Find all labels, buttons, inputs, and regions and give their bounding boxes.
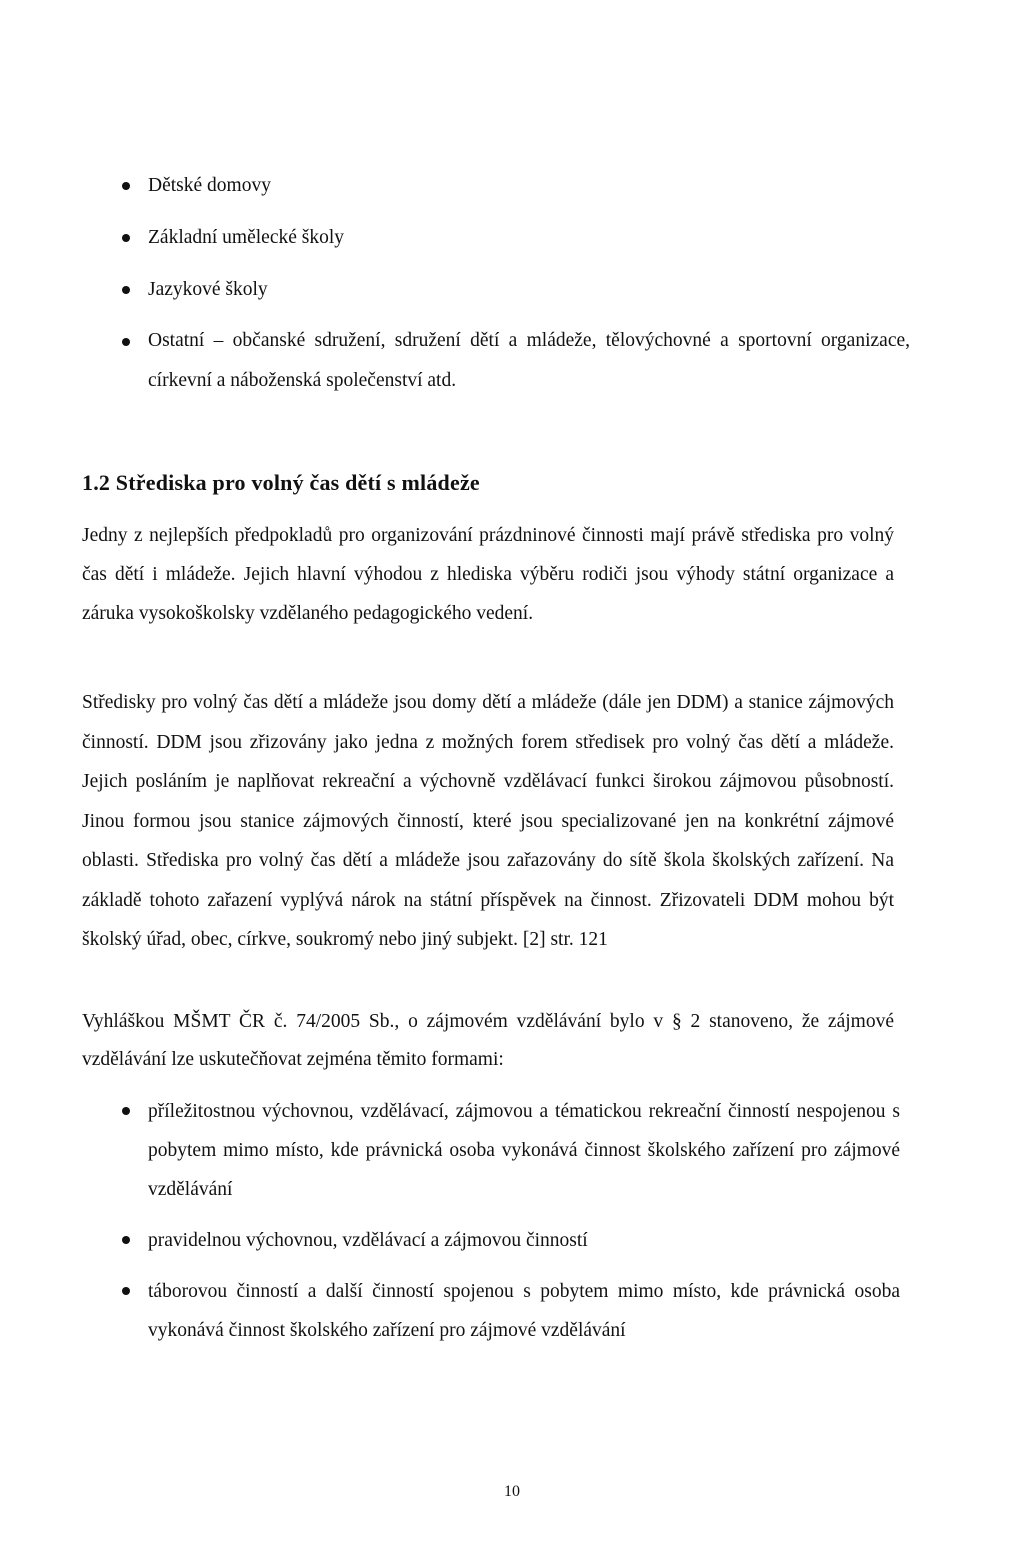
paragraph-decree: Vyhláškou MŠMT ČR č. 74/2005 Sb., o zájmovém vzdělávání bylo v § 2 stanoveno, že zájmové vzdělávání lze uskutečňovat zejména těmito formami:: [82, 1011, 894, 1070]
bullet-icon: [122, 234, 130, 242]
list-item: [90, 269, 910, 311]
list-item: [90, 1272, 900, 1350]
list-item-text: Základní umělecké školy: [148, 227, 345, 248]
section-heading: 1.2 Střediska pro volný čas dětí s mládeže: [82, 470, 480, 495]
paragraph-ddm: Středisky pro volný čas dětí a mládeže jsou domy dětí a mládeže (dále jen DDM) a stanice zájmových činností. DDM jsou zřizovány jako jedna z možných forem středisek pro volný čas dětí a mládeže. Jejich posláním je naplňovat rekreační a výchovně vzdělávací funkci širokou zájmovou působností. Jinou formou jsou stanice zájmových činností, které jsou specializované jen na konkrétní zájmové oblasti. Střediska pro volný čas dětí a mládeže jsou zařazovány do sítě škola školských zařízení. Na základě tohoto zařazení vyplývá nárok na státní příspěvek na činnost. Zřizovateli DDM mohou být školský úřad, obec, církve, soukromý nebo jiný subjekt. [2] str. 121: [82, 692, 894, 950]
list-item-text: Ostatní – občanské sdružení, sdružení dětí a mládeže, tělovýchovné a sportovní organizace, církevní a náboženská společenství atd.: [148, 330, 910, 391]
list-item-text: táborovou činností a další činností spojenou s pobytem mimo místo, kde právnická osoba vykonává činnost školského zařízení pro zájmové vzdělávání: [148, 1281, 900, 1341]
paragraph-intro: Jedny z nejlepších předpokladů pro organizování prázdninové činnosti mají právě střediska pro volný čas dětí i mládeže. Jejich hlavní výhodou z hlediska výběru rodiči jsou výhody státní organizace a záruka vysokoškolsky vzdělaného pedagogického vedení.: [82, 525, 894, 624]
bullet-icon: [122, 1107, 130, 1115]
page-number: 10: [504, 1483, 520, 1500]
list-item-text: příležitostnou výchovnou, vzdělávací, zájmovou a tématickou rekreační činností nespojenou s pobytem mimo místo, kde právnická osoba vykonává činnost školského zařízení pro zájmové vzdělávání: [148, 1101, 900, 1200]
list-item: [90, 165, 910, 207]
list-item-text: pravidelnou výchovnou, vzdělávací a zájmovou činností: [148, 1230, 588, 1251]
bullet-icon: [122, 338, 130, 346]
list-item: [90, 321, 910, 401]
list-item: [90, 1092, 900, 1209]
list-item-text: Dětské domovy: [148, 175, 271, 196]
bullet-icon: [122, 286, 130, 294]
list-item: [90, 217, 910, 259]
institution-list: [90, 165, 910, 411]
list-item: [90, 1221, 900, 1260]
bullet-icon: [122, 1236, 130, 1244]
list-item-text: Jazykové školy: [148, 279, 268, 300]
education-forms-list: [90, 1092, 900, 1362]
bullet-icon: [122, 182, 130, 190]
bullet-icon: [122, 1287, 130, 1295]
